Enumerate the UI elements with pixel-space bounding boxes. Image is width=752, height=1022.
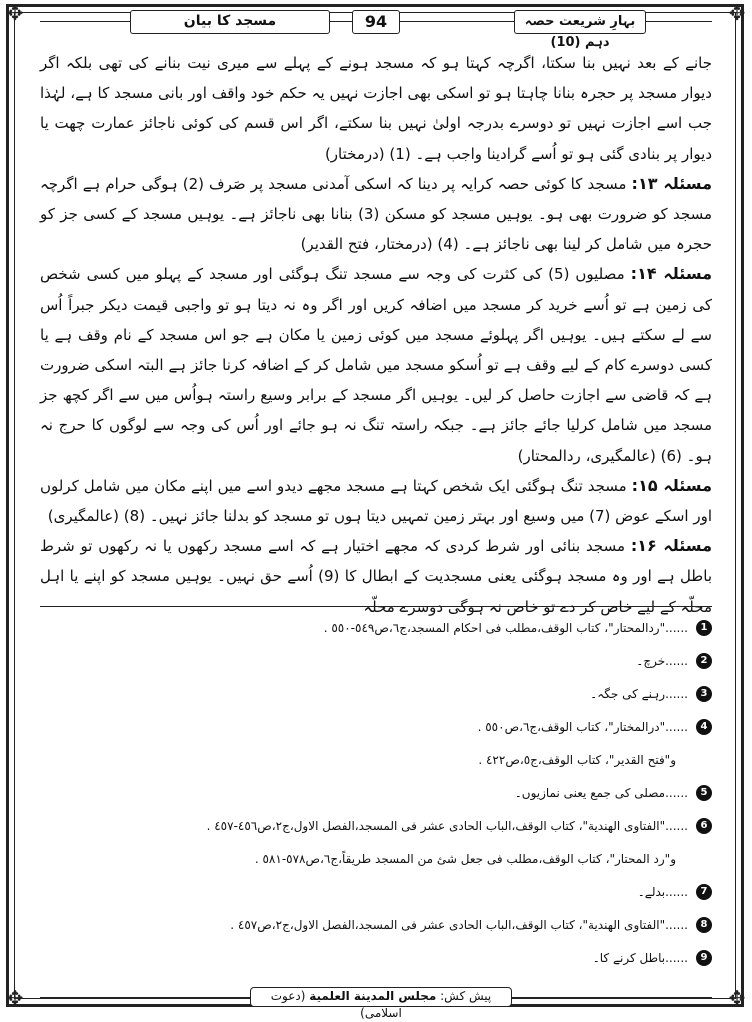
footnote-text: ......"ردالمحتار"، كتاب الوقف،مطلب فى احكام المسجد،ج٦،ص٥٤٩-٥٥٠ . — [323, 621, 688, 635]
footnote-divider — [40, 606, 712, 607]
footnote-number: 9 — [696, 950, 712, 966]
header-rule — [330, 21, 352, 22]
masala-16 — [40, 531, 712, 622]
footnote — [40, 645, 712, 678]
footnote-text: ......باطل کرنے کا۔ — [592, 951, 688, 965]
footnote-number: 1 — [696, 620, 712, 636]
footnotes — [40, 612, 712, 965]
footnote-text: و"فتح القدير"، كتاب الوقف،ج٥،ص٤٢٢ . — [478, 753, 676, 767]
footnote-number: 8 — [696, 917, 712, 933]
masala-label: مسئلہ ۱۴: — [630, 264, 713, 284]
masala-text: مصلیوں (5) کی کثرت کی وجہ سے مسجد تنگ ہوگئی اور مسجد کے پہلو میں کسی شخص کی زمین ہے تو اُسے خرید کر مسجد میں اضافہ کریں اور اگر وہ نہ دیتا ہو تو واجبی قیمت دیکر جبراً اُس سے لے سکتے ہیں۔ یوہیں اگر پہلوئے مسجد میں کوئی زمین یا مکان ہے جو اس مسجد کے نام وقف ہے یا کسی دوسرے کام کے لیے وقف ہے تو اُسکو مسجد میں شامل کر کے اضافہ کرنا جائز ہے البتہ اسکی ضرورت ہے کہ قاضی سے اجازت حاصل کر لیں۔ یوہیں اگر مسجد کے برابر وسیع راستہ ہواُس میں سے اگر کچھ جز مسجد میں شامل کرلیا جائے جائز ہے۔ جبکہ راستہ تنگ نہ ہو جائے اور اُس کی وجہ سے لوگوں کا حرج نہ ہو۔ — [40, 265, 713, 465]
masala-label: مسئلہ ۱۶: — [630, 536, 712, 556]
footnote — [40, 810, 712, 843]
corner-ornament-icon: ✥ — [728, 986, 746, 1010]
masala-text: مسجد بنائی اور شرط کردی کہ مجھے اختیار ہے کہ اسے مسجد رکھوں یا نہ رکھوں تو شرط باطل ہے اور وہ مسجد ہوگئی یعنی مسجدیت کے ابطال کا (9) اُسے حق نہیں۔ یوہیں مسجد کو اپنے یا اہل محلّہ کے لیے خاص کر دے تو خاص نہ ہوگی دوسرے محلّہ — [40, 537, 712, 616]
header-rule — [40, 21, 130, 22]
masala-14 — [40, 259, 712, 470]
footnote-text: و"رد المحتار"، كتاب الوقف،مطلب فى جعل شئ من المسجد طريقاً،ج٦،ص٥٧٨-٥٨١ . — [254, 852, 676, 866]
header-rule — [400, 21, 514, 22]
page-header — [0, 6, 752, 50]
footnote-number: 2 — [696, 653, 712, 669]
footnote — [40, 777, 712, 810]
footnote-text: ......"الفتاوى الهندية"، كتاب الوقف،الباب الحادى عشر فى المسجد،الفصل الاول،ج٢،ص٤٥٧ . — [230, 918, 688, 932]
reference: (8) (عالمگیری) — [47, 507, 146, 526]
main-text — [40, 48, 713, 616]
masala-text: مسجد تنگ ہوگئی ایک شخص کہتا ہے مسجد مجھے دیدو اسے میں اپنے مکان میں شامل کرلوں اور اسکے عوض (7) میں وسیع اور بہتر زمین تمہیں دیتا ہوں تو مسجد کو بدلنا جائز نہیں۔ — [40, 476, 712, 526]
chapter-title: مسجد کا بیان — [130, 10, 330, 34]
footer-rule — [40, 997, 250, 998]
publisher-name: مجلس المدينة العلمية — [309, 989, 437, 1003]
paragraph — [40, 48, 712, 169]
footnote-continuation — [40, 843, 712, 876]
publisher-sub: (دعوت اسلامی) — [270, 989, 402, 1020]
footnote — [40, 909, 712, 942]
publisher-box — [250, 987, 512, 1020]
footnote — [40, 876, 712, 909]
footnote-text: ......"الفتاوى الهندية"، كتاب الوقف،الباب الحادى عشر فى المسجد،الفصل الاول،ج٢،ص٤٥٦-٤٥٧ . — [206, 819, 688, 833]
footnote — [40, 678, 712, 711]
footnote-text: ......مصلی کی جمع یعنی نمازیوں۔ — [514, 786, 688, 800]
footnote-continuation — [40, 744, 712, 777]
footer-rule — [512, 997, 712, 998]
footnote-text: ......رہنے کی جگہ۔ — [590, 687, 688, 701]
reference: (1) (درمختار) — [324, 144, 411, 163]
footnote — [40, 612, 712, 645]
masala-13 — [40, 169, 712, 260]
paragraph-text: جانے کے بعد نہیں بنا سکتا، اگرچہ کہتا ہو کہ مسجد ہونے کے پہلے سے میری نیت بنانے کی تھی بلکہ اگر دیوار مسجد پر حجرہ بنانا چاہتا ہو تو اسکی بھی اجازت نہیں یہ حکم خود واقف اور بانی مسجد کا ہے، لہٰذا جب اسے اجازت نہیں تو دوسرے بدرجہ اولیٰ نہیں بنا سکتے، اگر اس قسم کی کوئی ناجائز عمارت چھت یا دیوار پر بنادی گئی ہو تو اُسے گرادینا واجب ہے۔ — [40, 54, 712, 163]
presenter-label: پیش کش: — [440, 989, 492, 1003]
corner-ornament-icon: ✥ — [728, 1, 746, 25]
corner-ornament-icon: ✥ — [6, 1, 24, 25]
page-number: 94 — [352, 10, 400, 34]
footnote-text: ......بدلے۔ — [637, 885, 688, 899]
footnote-number: 4 — [696, 719, 712, 735]
reference: (4) (درمختار، فتح القدیر) — [300, 235, 459, 254]
footnote-number: 5 — [696, 785, 712, 801]
footnote-text: ......"درالمختار"، كتاب الوقف،ج٦،ص٥٥٠ . — [477, 720, 688, 734]
footnote-text: ......خرچ۔ — [636, 654, 688, 668]
masala-label: مسئلہ ۱۵: — [631, 475, 712, 495]
masala-label: مسئلہ ۱۳: — [631, 173, 712, 193]
masala-text: مسجد کا کوئی حصہ کرایہ پر دینا کہ اسکی آمدنی مسجد پر صَرف (2) ہوگی حرام ہے اگرچہ مسجد کو ضرورت بھی ہو۔ یوہیں مسجد کو مسکن (3) بنانا بھی ناجائز ہے۔ یوہیں مسجد کے کسی جز کو حجرہ میں شامل کر لینا بھی ناجائز ہے۔ — [40, 174, 712, 254]
page-footer — [0, 986, 752, 1020]
footnote — [40, 942, 712, 975]
header-rule — [646, 21, 712, 22]
footnote-number: 7 — [696, 884, 712, 900]
reference: (6) (عالمگیری، ردالمحتار) — [517, 446, 682, 465]
corner-ornament-icon: ✥ — [6, 986, 24, 1010]
book-title: بہارِ شریعت حصہ دہم (10) — [514, 10, 646, 34]
footnote-number: 3 — [696, 686, 712, 702]
masala-15 — [40, 471, 712, 531]
footnote-number: 6 — [696, 818, 712, 834]
footnote — [40, 711, 712, 744]
